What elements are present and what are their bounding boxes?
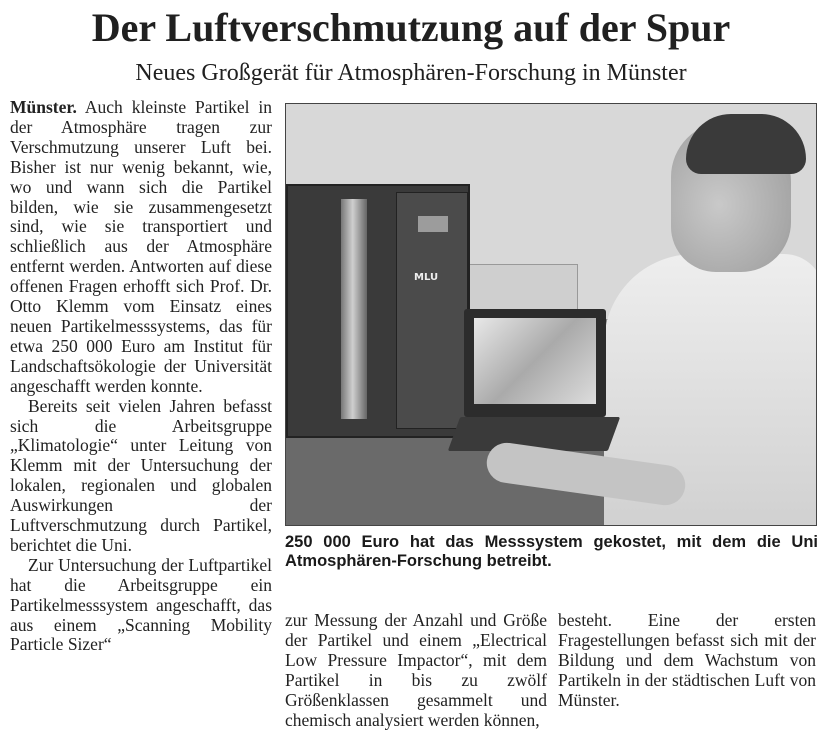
article-column-1 <box>10 98 272 655</box>
headline: Der Luftverschmutzung auf der Spur <box>91 5 731 50</box>
article-photo <box>285 103 817 526</box>
photo-instrument-display <box>418 216 448 232</box>
paragraph-3-end: besteht. Eine der ersten Fragestellungen befasst sich mit der Bildung und dem Wachstum von Partikeln in der städtischen Luft von Münster. <box>558 610 816 710</box>
article-column-3 <box>558 611 816 711</box>
photo-instrument-label: MLU <box>414 272 439 283</box>
photo-caption: 250 000 Euro hat das Messsystem gekostet, mit dem die Uni Atmosphären-Forschung betreibt. <box>285 533 818 570</box>
paragraph-3-start: Zur Untersuchung der Luftpartikel hat die Arbeitsgruppe ein Partikelmesssystem angeschafft, das aus einem „Scanning Mobility Particle Sizer“ <box>10 554 272 655</box>
photo-instrument-tube <box>341 199 367 419</box>
photo-person-hair <box>686 114 806 174</box>
paragraph-1 <box>10 98 272 397</box>
dateline: Münster. <box>10 97 77 117</box>
paragraph-1-text: Auch kleinste Partikel in der Atmosphäre tragen zur Verschmutzung unserer Luft bei. Bisher ist nur wenig bekannt, wie, wo und wann sich die Partikel bilden, wie sie zusammengesetzt sind, wie sie transportiert und schließlich aus der Atmosphäre entfernt werden. Antworten auf diese offenen Fragen erhofft sich Prof. Dr. Otto Klemm vom Einsatz eines neuen Partikelmesssystems, das für etwa 250 000 Euro am Institut für Landschaftsökologie der Universität angeschafft werden konnte. <box>10 97 272 396</box>
subheadline: Neues Großgerät für Atmosphären-Forschung in Münster <box>135 60 687 86</box>
article-column-2 <box>285 611 547 730</box>
paragraph-2: Bereits seit vielen Jahren befasst sich die Arbeitsgruppe „Klimatologie“ unter Leitung von Klemm mit der Untersuchung der lokalen, regionalen und globalen Auswirkungen der Luftverschmutzung durch Partikel, berichtet die Uni. <box>10 395 272 555</box>
photo-laptop-display <box>474 318 596 404</box>
paragraph-3-continued: zur Messung der Anzahl und Größe der Partikel und einem „Electrical Low Pressure Impactor“, mit dem Partikel in bis zu zwölf Größenklassen gesammelt und chemisch analysiert werden können, <box>285 610 547 730</box>
photo-wall-socket <box>466 264 578 311</box>
